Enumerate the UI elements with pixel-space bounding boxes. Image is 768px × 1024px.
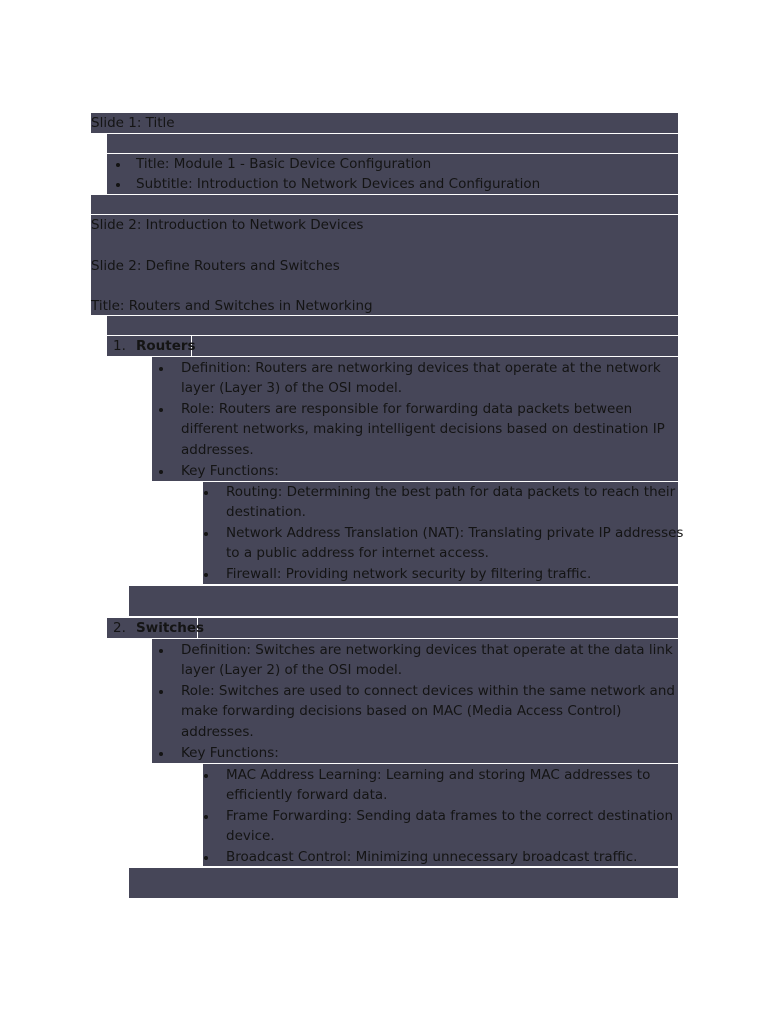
switches-fn-frame-line1: Frame Forwarding: Sending data frames to the correct destination (226, 808, 674, 824)
switches-role-line2: make forwarding decisions based on MAC (Media Access Control) (181, 703, 622, 719)
slide2-title-line: Title: Routers and Switches in Networking (91, 298, 373, 314)
slide1-bullet-title: Title: Module 1 - Basic Device Configuration (136, 156, 432, 172)
highlight-band (91, 113, 678, 133)
highlight-band (107, 316, 678, 335)
routers-role-line3: addresses. (181, 442, 254, 458)
routers-key-functions: Key Functions: (181, 463, 279, 479)
bullet-icon (116, 163, 120, 167)
routers-fn-routing-line1: Routing: Determining the best path for data packets to reach their (226, 484, 676, 500)
slide1-heading: Slide 1: Title (91, 115, 175, 131)
bullet-icon (159, 470, 163, 474)
bullet-icon (116, 183, 120, 187)
routers-role-line1: Role: Routers are responsible for forwarding data packets between (181, 401, 633, 417)
routers-number: 1. (113, 338, 126, 354)
routers-fn-nat-line2: to a public address for internet access. (226, 545, 489, 561)
bullet-icon (204, 856, 208, 860)
switches-definition-line1: Definition: Switches are networking devices that operate at the data link (181, 642, 673, 658)
bullet-icon (204, 573, 208, 577)
switches-key-functions: Key Functions: (181, 745, 279, 761)
slide2-heading-intro: Slide 2: Introduction to Network Devices (91, 217, 364, 233)
slide2-heading-define: Slide 2: Define Routers and Switches (91, 258, 340, 274)
switches-role-line1: Role: Switches are used to connect devices within the same network and (181, 683, 675, 699)
highlight-band (129, 868, 678, 898)
routers-heading: Routers (136, 338, 196, 354)
bullet-icon (159, 752, 163, 756)
bullet-icon (204, 774, 208, 778)
switches-definition-line2: layer (Layer 2) of the OSI model. (181, 662, 403, 678)
switches-number: 2. (113, 620, 126, 636)
switches-fn-broadcast: Broadcast Control: Minimizing unnecessary broadcast traffic. (226, 849, 638, 865)
routers-definition-line2: layer (Layer 3) of the OSI model. (181, 380, 403, 396)
routers-definition-line1: Definition: Routers are networking devices that operate at the network (181, 360, 661, 376)
switches-heading: Switches (136, 620, 205, 636)
bullet-icon (159, 690, 163, 694)
bullet-icon (159, 367, 163, 371)
switches-fn-mac-line1: MAC Address Learning: Learning and storing MAC addresses to (226, 767, 651, 783)
bullet-icon (204, 491, 208, 495)
bullet-icon (204, 532, 208, 536)
bullet-icon (204, 815, 208, 819)
bullet-icon (159, 649, 163, 653)
routers-role-line2: different networks, making intelligent decisions based on destination IP (181, 421, 665, 437)
highlight-band (107, 134, 678, 153)
routers-fn-nat-line1: Network Address Translation (NAT): Translating private IP addresses (226, 525, 684, 541)
highlight-band (129, 586, 678, 616)
routers-fn-firewall: Firewall: Providing network security by filtering traffic. (226, 566, 592, 582)
bullet-icon (159, 408, 163, 412)
routers-fn-routing-line2: destination. (226, 504, 306, 520)
switches-fn-mac-line2: efficiently forward data. (226, 787, 388, 803)
highlight-band (91, 195, 678, 214)
switches-fn-frame-line2: device. (226, 828, 275, 844)
slide1-bullet-subtitle: Subtitle: Introduction to Network Devices and Configuration (136, 176, 541, 192)
switches-role-line3: addresses. (181, 724, 254, 740)
